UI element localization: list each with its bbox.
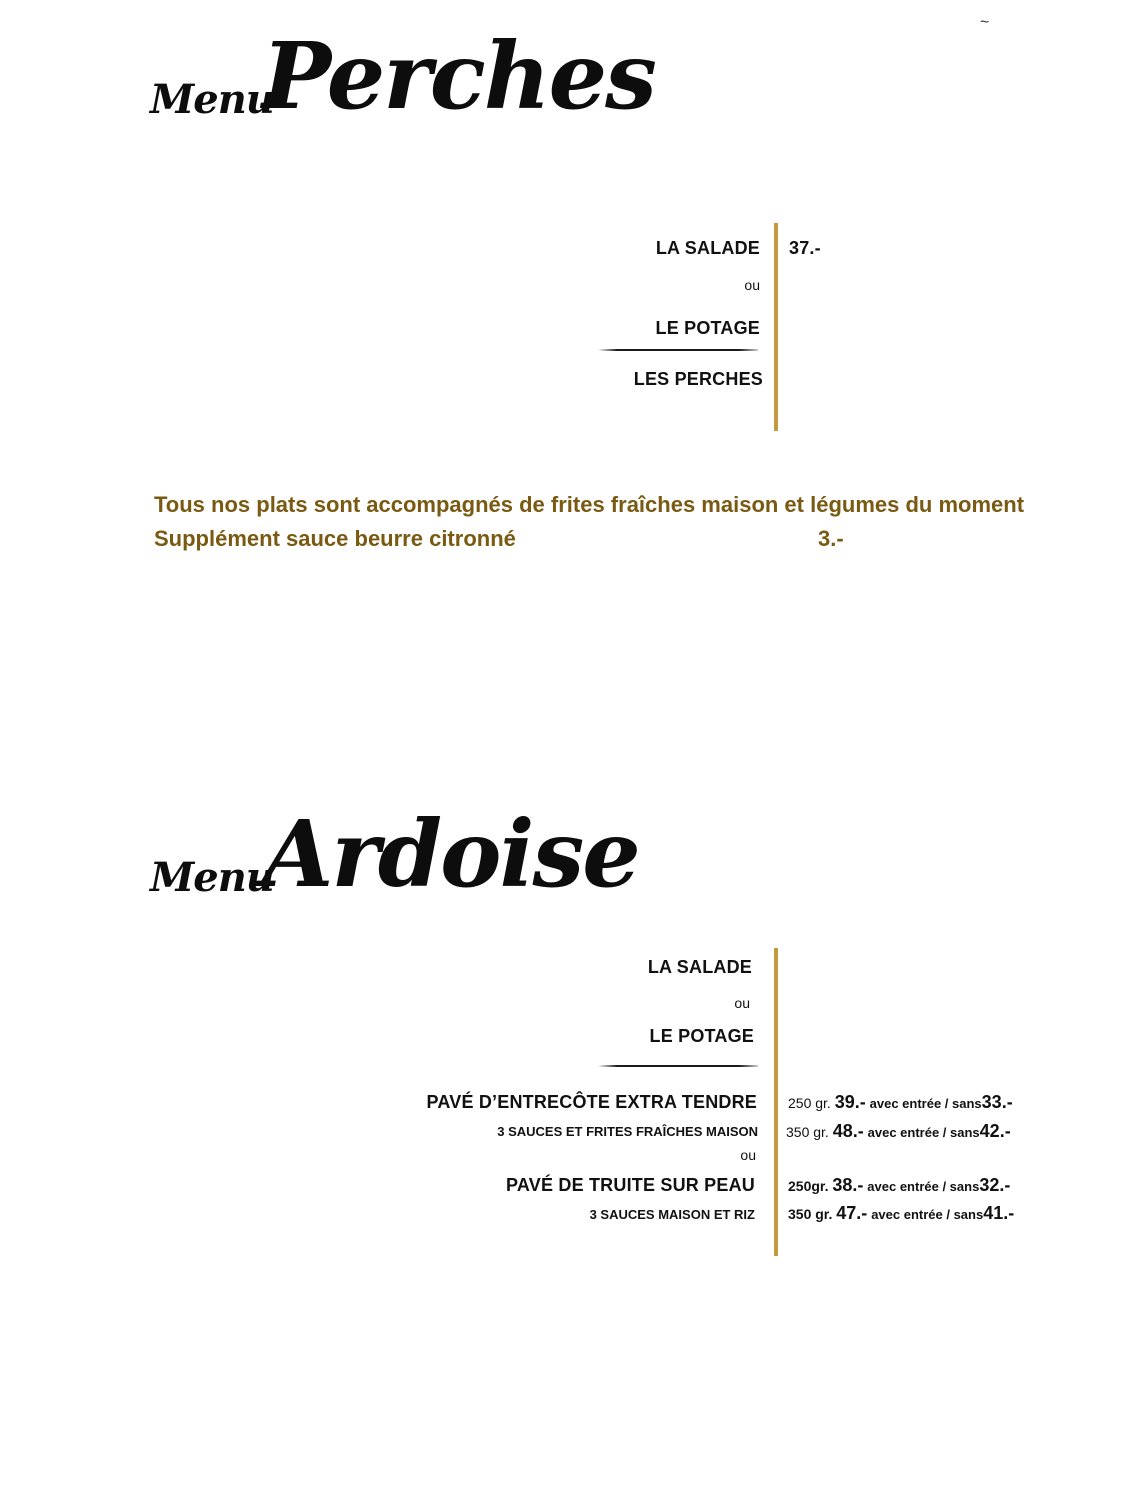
ardoise-potage: LE POTAGE	[649, 1026, 754, 1046]
price-without-entree: 33.-	[981, 1092, 1013, 1112]
perches-title	[150, 22, 655, 138]
ardoise-divider	[598, 1065, 758, 1067]
perches-divider	[598, 349, 758, 351]
price-with-entree: 48.-	[832, 1121, 864, 1141]
perches-gold-bar	[774, 223, 778, 431]
price-weight: 350 gr.	[788, 1206, 833, 1222]
price-without-entree: 42.-	[979, 1121, 1011, 1141]
perches-salade: LA SALADE	[655, 238, 760, 258]
ardoise-truite-sub: 3 SAUCES MAISON ET RIZ	[589, 1207, 755, 1222]
price-without-entree: 32.-	[979, 1175, 1011, 1195]
price-line-truite-350	[788, 1203, 1014, 1224]
ardoise-entrecote: PAVÉ D’ENTRECÔTE EXTRA TENDRE	[426, 1092, 757, 1112]
ardoise-gold-bar	[774, 948, 778, 1256]
perches-price: 37.-	[789, 238, 821, 258]
ardoise-title	[150, 800, 639, 916]
price-line-entrecote-350	[786, 1121, 1011, 1142]
price-with-entree: 38.-	[832, 1175, 864, 1195]
perches-potage: LE POTAGE	[655, 318, 760, 338]
ardoise-truite: PAVÉ DE TRUITE SUR PEAU	[506, 1175, 755, 1195]
price-label: avec entrée / sans	[869, 1096, 982, 1111]
ardoise-ou-1: ou	[734, 995, 750, 1011]
perches-title-name: Perches	[262, 22, 655, 130]
corner-mark: ~	[980, 14, 990, 31]
ardoise-title-menu: Menu	[150, 854, 274, 901]
price-without-entree: 41.-	[983, 1203, 1015, 1223]
ardoise-title-name: Ardoise	[262, 800, 639, 908]
ardoise-salade: LA SALADE	[647, 957, 752, 977]
perches-perches: LES PERCHES	[633, 369, 763, 389]
ardoise-ou-2: ou	[740, 1147, 756, 1163]
price-line-truite-250	[788, 1175, 1010, 1196]
perches-ou: ou	[744, 277, 760, 293]
price-with-entree: 47.-	[836, 1203, 868, 1223]
price-label: avec entrée / sans	[871, 1207, 984, 1222]
price-weight: 250gr.	[788, 1178, 829, 1194]
supplement-price: 3.-	[818, 526, 844, 551]
price-label: avec entrée / sans	[867, 1125, 980, 1140]
perches-title-menu: Menu	[150, 76, 274, 123]
price-weight: 350 gr.	[786, 1124, 829, 1140]
price-line-entrecote-250	[788, 1092, 1013, 1113]
price-weight: 250 gr.	[788, 1095, 831, 1111]
accompaniment-note: Tous nos plats sont accompagnés de frites fraîches maison et légumes du moment	[154, 492, 1025, 517]
price-with-entree: 39.-	[834, 1092, 866, 1112]
supplement-note: Supplément sauce beurre citronné	[154, 526, 516, 551]
price-label: avec entrée / sans	[867, 1179, 980, 1194]
ardoise-entrecote-sub: 3 SAUCES ET FRITES FRAÎCHES MAISON	[497, 1124, 758, 1139]
